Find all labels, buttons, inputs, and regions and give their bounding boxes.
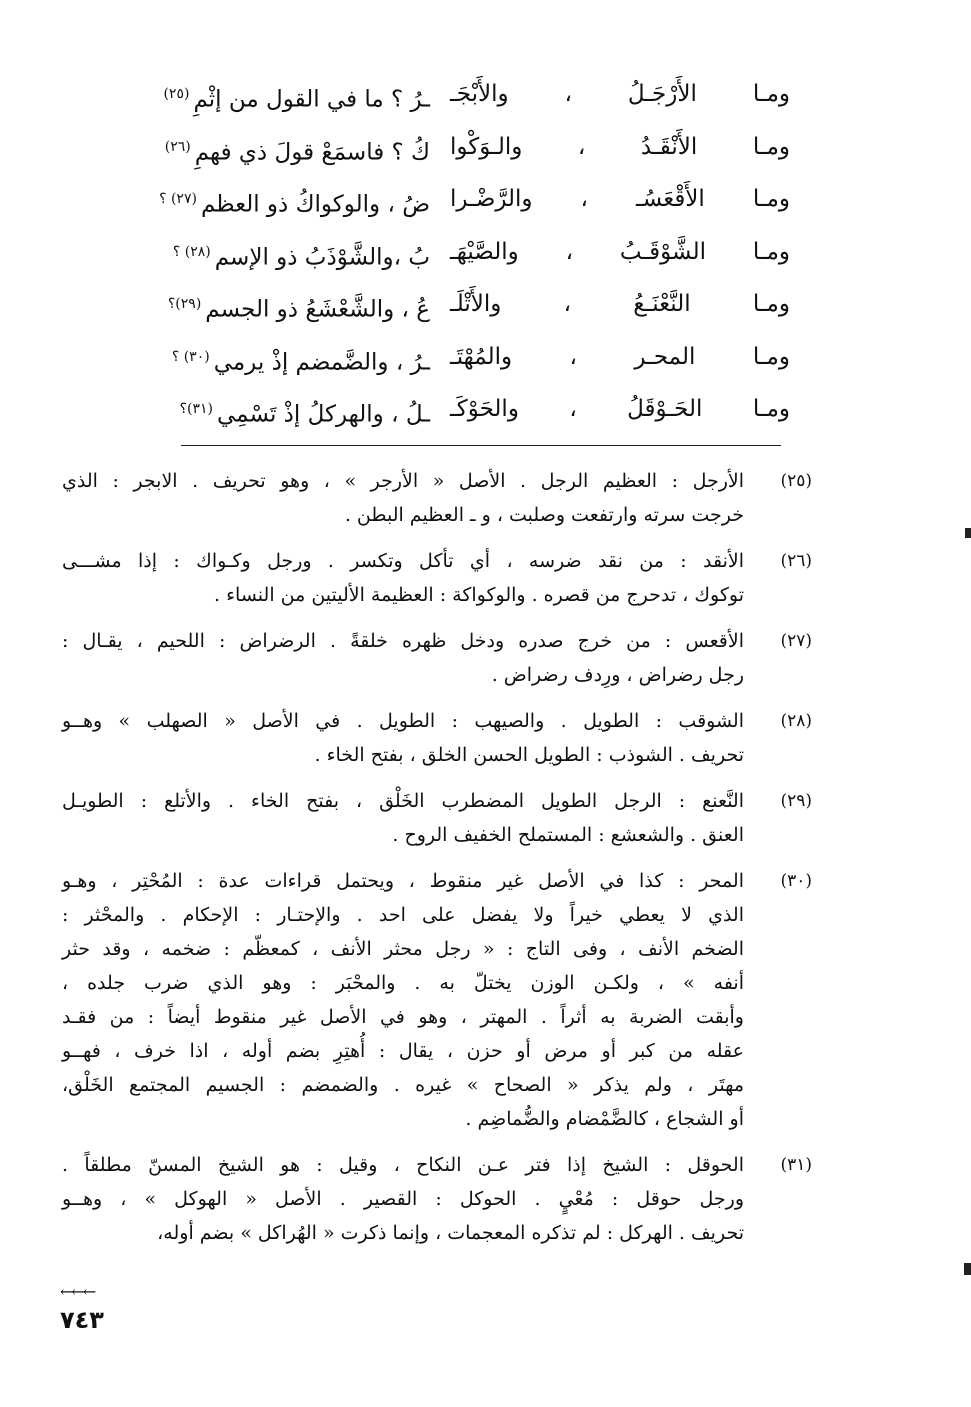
scan-edge-mark: [965, 528, 971, 538]
footnote: [62, 784, 812, 852]
verse-second-hemistich-text: ـرُ ، والضَّمضم إذْ يرمي: [213, 349, 430, 376]
verse-second-hemistich-text: ـلُ ، والهركلُ إذْ تَسْمِي: [216, 401, 430, 428]
verse-first-hemistich: ومـا الأَرْجَـلُ ، والأَبْجَـ: [450, 81, 790, 107]
footnote-text-line: الذي لا يعطي خيراً ولا يفضل على احد . والإحتـار : الإحكام . والمحْثر :: [62, 904, 744, 926]
poem-verses: [70, 72, 790, 440]
footnote-text-line: خرجت سرته وارتفعت وصلبت ، و ـ العظيم البطن .: [344, 504, 744, 526]
verse-second-hemistich: [70, 125, 430, 175]
verse-line: [70, 387, 790, 440]
footnote: [62, 544, 812, 612]
verse-line: [70, 230, 790, 283]
footnote-text-line: تحريف . الشوذب : الطويل الحسن الخلق ، بفتح الخاء .: [314, 744, 744, 766]
verse-line: [70, 125, 790, 178]
footnote-text-line: توكوك ، تدحرج من قصره . والوكواكة : العظيمة الأليتين من النساء .: [214, 584, 744, 606]
footnote-text-line: أو الشجاع ، كالضَّمْضام والضُّماضِم .: [465, 1108, 744, 1130]
footnote-number: (٢٥): [780, 471, 812, 491]
verse-second-hemistich: [70, 177, 430, 227]
verse-second-hemistich: [70, 230, 430, 280]
footnote-text-line: الضخم الأنف ، وفى التاج : « رجل محثر الأنف ، كمعظّم : ضخمه ، وقد حثر: [62, 938, 744, 960]
verse-first-hemistich: ومـا النَّعْنَـعُ ، والأَتْلَـ: [450, 291, 790, 317]
footnote-text-line: رجل رضراض ، ورِدف رضراض .: [491, 664, 744, 686]
footnote-divider: [181, 445, 781, 446]
footnote-text-line: عقله من كبر أو مرض أو حزن ، يقال : أُهتِرِ بضم أوله ، اذا خرف ، فهــو: [62, 1040, 744, 1062]
footnote: [62, 864, 812, 1136]
verse-line: [70, 335, 790, 388]
footnote-text-line: ورجل حوقل : مُعْيٍ . الحوكل : القصير . الأصل « الهوكل » ، وهــو: [62, 1188, 744, 1210]
verse-second-hemistich: [70, 72, 430, 122]
footnote-text-line: النَّعنع : الرجل الطويل المضطرب الخَلْق ، بفتح الخاء . والأتلع : الطويـل: [62, 790, 744, 812]
footnote-reference: (٢٦): [164, 138, 191, 155]
footnote-reference: (٣١)؟: [179, 401, 213, 417]
verse-second-hemistich: [70, 387, 430, 437]
verse-line: [70, 177, 790, 230]
footnote-reference: (٢٥): [163, 86, 190, 102]
footnote: [62, 1148, 812, 1250]
continuation-arrow-icon: ←←←: [60, 1282, 95, 1301]
footnote-reference: (٣٠) ؟: [171, 348, 210, 365]
scan-edge-mark: [964, 1263, 971, 1275]
footnote-number: (٢٦): [780, 551, 812, 571]
verse-first-hemistich: ومـا الشَّوْقَـبُ ، والصَّيْهَـ: [450, 238, 790, 265]
verse-second-hemistich: [70, 282, 430, 332]
verse-first-hemistich: ومـا المحـر ، والمُهْتَـ: [450, 343, 790, 370]
footnote-reference: (٢٧) ؟: [159, 191, 197, 207]
footnote-number: (٣٠): [780, 871, 812, 891]
footnote-text-line: تحريف . الهركل : لم تذكره المعجمات ، وإنما ذكرت « الهُراكل » بضم أوله،: [157, 1222, 744, 1244]
footnote-text-line: الأقعس : من خرج صدره ودخل ظهره خلقةً . الرضراض : اللحيم ، يقـال :: [62, 630, 744, 652]
page-number: ٧٤٣: [60, 1306, 104, 1334]
footnote-number: (٢٩): [780, 791, 812, 811]
footnote-reference: (٢٩)؟: [167, 296, 202, 312]
footnote-text-line: الشوقب : الطويل . والصيهب : الطويل . في الأصل « الصهلب » وهــو: [62, 710, 744, 732]
verse-second-hemistich-text: ضُ ، والوكواكُ ذو العظم: [200, 191, 430, 218]
verse-second-hemistich: [70, 335, 430, 385]
footnote: [62, 464, 812, 532]
footnote-text-line: وأبقت الضربة به أثراً . المهتر ، وهو في الأصل غير منقوط أيضاً : من فقـد: [62, 1006, 744, 1028]
verse-second-hemistich-text: ـرُ ؟ ما في القول من إثْمِ: [193, 86, 430, 113]
footnote-text-line: الأنقد : من نقد ضرسه ، أي تأكل وتكسر . ورجل وكـواك : إذا مشـــى: [62, 550, 744, 572]
verse-second-hemistich-text: عُ ، والشَّعْشَعُ ذو الجسم: [205, 296, 430, 323]
footnote-number: (٣١): [780, 1155, 812, 1175]
verse-second-hemistich-text: بُ ،والشَّوْذَبُ ذو الإسم: [214, 244, 430, 271]
footnote-text-line: الأرجل : العظيم الرجل . الأصل « الأرجر » ، وهو تحريف . الابجر : الذي: [62, 470, 744, 492]
verse-line: [70, 282, 790, 335]
footnote-reference: (٢٨) ؟: [172, 243, 211, 260]
footnotes: [62, 464, 812, 1262]
verse-first-hemistich: ومـا الحَـوْقَلُ ، والحَوْكَـ: [450, 396, 790, 422]
verse-line: [70, 72, 790, 125]
verse-first-hemistich: ومـا الأَنْقَـدُ ، والـوَكْوا: [450, 133, 790, 160]
footnote-text-line: العنق . والشعشع : المستملح الخفيف الروح .: [392, 824, 744, 846]
footnote-text-line: أنفه » ، ولكـن الوزن يختلّ به . والمحْبَر : وهو الذي ضرب جلده ،: [62, 972, 744, 994]
footnote-text-line: المحر : كذا في الأصل غير منقوط ، ويحتمل قراءات عدة : المُحْتِر ، وهـو: [62, 870, 744, 892]
footnote: [62, 624, 812, 692]
verse-second-hemistich-text: كُ ؟ فاسمَعْ قولَ ذي فهمِ: [194, 139, 430, 166]
footnote-number: (٢٨): [780, 711, 812, 731]
verse-first-hemistich: ومـا الأَقْعَسُـ ، والرَّضْـرا: [450, 186, 790, 212]
footnote-text-line: مهتَر ، ولم يذكر « الصحاح » غيره . والضمضم : الجسيم المجتمع الخَلْق،: [62, 1074, 744, 1096]
footnote-text-line: الحوقل : الشيخ إذا فتر عـن النكاح ، وقيل : هو الشيخ المسنّ مطلقاً .: [62, 1154, 744, 1176]
footnote: [62, 704, 812, 772]
footnote-number: (٢٧): [780, 631, 812, 651]
